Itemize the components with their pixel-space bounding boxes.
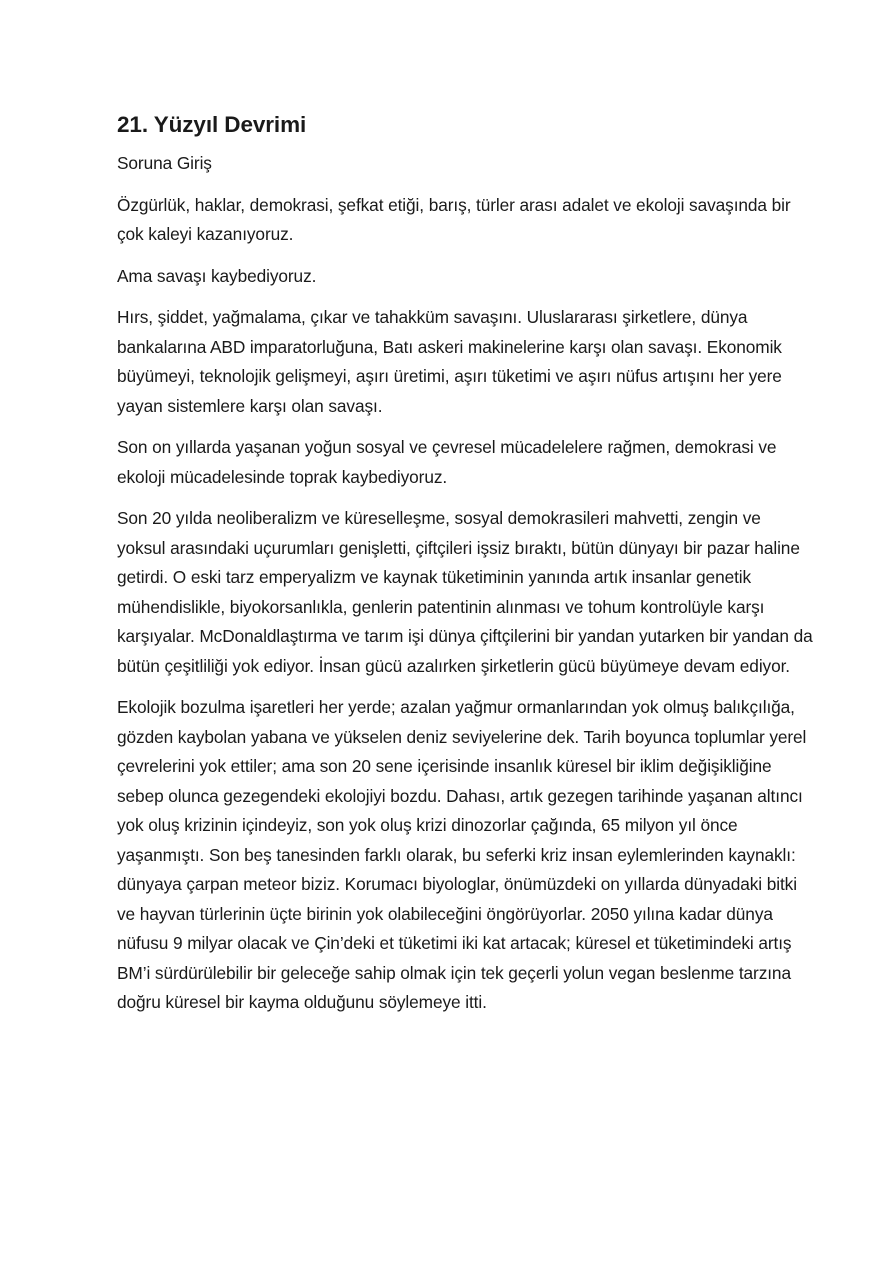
paragraph: Ekolojik bozulma işaretleri her yerde; azalan yağmur ormanlarından yok olmuş balıkçılığa, gözden kaybolan yabana ve yükselen deniz seviyelerine dek. Tarih boyunca toplumlar yerel çevrelerini yok ettiler; ama son 20 sene içerisinde insanlık küresel bir iklim değişikliğine sebep olunca gezegendeki ekolojiyi bozdu. Dahası, artık gezegen tarihinde yaşanan altıncı yok oluş krizinin içindeyiz, son yok oluş krizi dinozorlar çağında, 65 milyon yıl önce yaşanmıştı. Son beş tanesinden farklı olarak, bu seferki kriz insan eylemlerinden kaynaklı: dünyaya çarpan meteor biziz. Korumacı biyologlar, önümüzdeki on yıllarda dünyadaki bitki ve hayvan türlerinin üçte birinin yok olabileceğini öngörüyorlar. 2050 yılına kadar dünya nüfusu 9 milyar olacak ve Çin’deki et tüketimi iki kat artacak; küresel et tüketimindeki artış BM’i sürdürülebilir bir geleceğe sahip olmak için tek geçerli yolun vegan beslenme tarzına doğru küresel bir kayma olduğunu söylemeye itti. [117, 697, 807, 1013]
paragraph: Ama savaşı kaybediyoruz. [117, 265, 317, 286]
document-title: 21. Yüzyıl Devrimi [117, 112, 307, 137]
paragraph: Özgürlük, haklar, demokrasi, şefkat etiği, barış, türler arası adalet ve ekoloji savaşında bir çok kaleyi kazanıyoruz. [117, 194, 791, 245]
paragraph: Son 20 yılda neoliberalizm ve küreselleşme, sosyal demokrasileri mahvetti, zengin ve yoksul arasındaki uçurumları genişletti, çiftçileri işsiz bıraktı, bütün dünyayı bir pazar haline getirdi. O eski tarz emperyalizm ve kaynak tüketiminin yanında artık insanlar genetik mühendislikle, biyokorsanlıkla, genlerin patentinin alınması ve tohum kontrolüyle karşı karşıyalar. McDonaldlaştırma ve tarım işi dünya çiftçilerini bir yandan yutarken bir yandan da bütün çeşitliliği yok ediyor. İnsan gücü azalırken şirketlerin gücü büyümeye devam ediyor. [117, 508, 813, 676]
section-subtitle: Soruna Giriş [117, 153, 212, 174]
paragraph: Hırs, şiddet, yağmalama, çıkar ve tahakküm savaşını. Uluslararası şirketlere, dünya bankalarına ABD imparatorluğuna, Batı askeri makinelerine karşı olan savaşı. Ekonomik büyümeyi, teknolojik gelişmeyi, aşırı üretimi, aşırı tüketimi ve aşırı nüfus artışını her yere yayan sistemlere karşı olan savaşı. [117, 307, 782, 416]
paragraph: Son on yıllarda yaşanan yoğun sosyal ve çevresel mücadelelere rağmen, demokrasi ve ekoloji mücadelesinde toprak kaybediyoruz. [117, 437, 777, 487]
